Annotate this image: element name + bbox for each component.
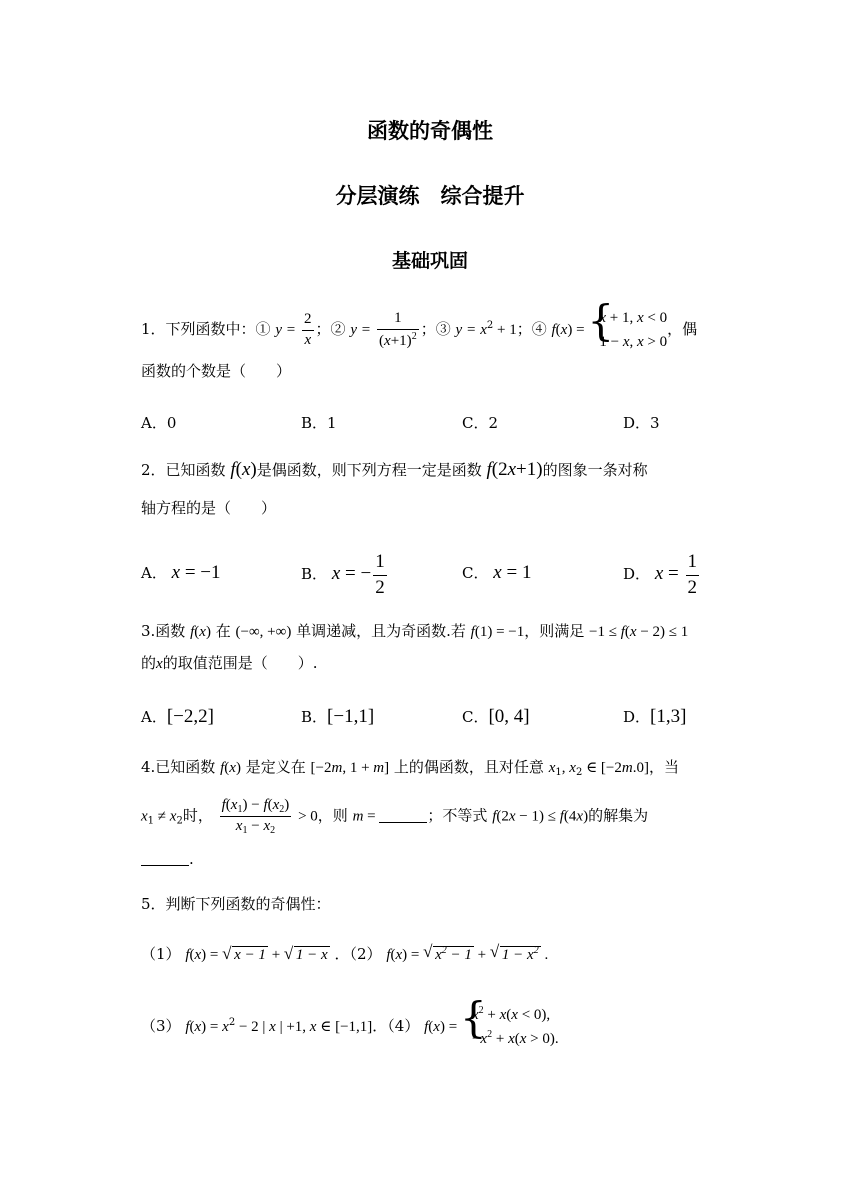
q2-option-a[interactable]: A． x = −1 [141, 562, 221, 583]
question-1-line-1: 1．下列函数中：① y = $\frac{2}{x}$ ；② y = $\frac{1}{(x+1)^2}$ ；③ $y = x^2 + 1$；④ f(x) = { x + 1, x < 0 1 − x, x > 0 ，偶 [141, 306, 697, 354]
answer-blank-solution-set[interactable] [141, 851, 189, 866]
question-2-line-2: 轴方程的是（ ） [141, 499, 277, 517]
question-4-line-2: $x_1 \ne x_2$时， $\frac{f(x_1) - f(x_2)}{x_1 - x_2}$ > 0，则 m = ；不等式 f(2x − 1) ≤ f(4x)的解集为 [141, 797, 649, 836]
section-heading: 基础巩固 [391, 250, 468, 272]
question-5-title: 5．判断下列函数的奇偶性： [141, 895, 331, 913]
q3-option-c[interactable]: C．[0, 4] [462, 706, 530, 727]
question-3-line-2: 的x的取值范围是（ ）. [141, 654, 318, 672]
q1-option-d[interactable]: D．3 [623, 414, 660, 432]
question-2-line-1: 2．已知函数 f(x)是偶函数，则下列方程一定是函数 f(2x+1)的图象一条对称 [141, 459, 648, 480]
q2-option-b[interactable]: B． x = − $\frac{1}{2}$ [301, 551, 385, 598]
q2-option-d[interactable]: D． x = $\frac{1}{2}$ [623, 551, 698, 598]
q1-option-c[interactable]: C．2 [462, 414, 499, 432]
page-title: 函数的奇偶性 [367, 119, 493, 143]
question-1-line-2: 函数的个数是（ ） [141, 362, 292, 380]
q1-option-b[interactable]: B．1 [301, 414, 337, 432]
question-5-part-1-2: （1） f(x) = √ x − 1 + √ 1 − x ．（2） f(x) = √ $x^2 - 1$ + √ $1 - x^2$ . [141, 946, 548, 963]
question-4-line-1: 4.已知函数 f(x) 是定义在 [−2m, 1 + m] 上的偶函数，且对任意 $x_1$, $x_2$ ∈ [−2m.0]，当 [141, 758, 679, 778]
question-4-line-3: . [141, 851, 194, 867]
q1-option-a[interactable]: A．0 [141, 414, 177, 432]
answer-blank-m[interactable] [379, 808, 427, 823]
q3-option-d[interactable]: D．[1,3] [623, 706, 687, 727]
q3-option-a[interactable]: A．[−2,2] [141, 706, 214, 727]
q2-option-c[interactable]: C． x = 1 [462, 562, 532, 583]
page-subtitle: 分层演练 综合提升 [335, 184, 525, 208]
question-5-part-3-4: （3） $f(x) = x^2 - 2$ | x | +1, x ∈ [−1,1]．（4） f(x) = { $x^2 + x(x < 0)$, $-x^2 + x(x > 0)$. [141, 1003, 559, 1051]
q3-option-b[interactable]: B．[−1,1] [301, 706, 375, 727]
question-3-line-1: 3.函数 f(x) 在 (−∞, +∞) 单调递减，且为奇函数.若 f(1) = −1，则满足 −1 ≤ f(x − 2) ≤ 1 [141, 622, 689, 640]
